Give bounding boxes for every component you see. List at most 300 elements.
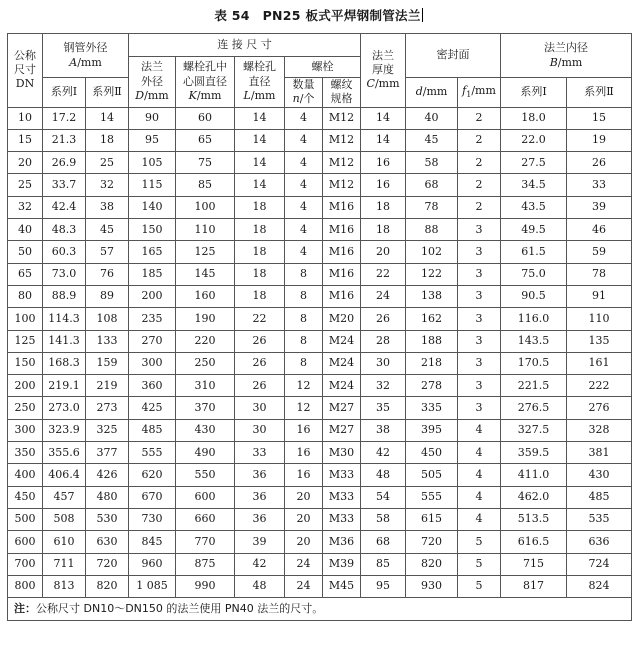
cell-pipe-od-s2: 25 xyxy=(86,152,129,174)
cell-seal-d: 162 xyxy=(406,308,458,330)
cell-pipe-od-s2: 18 xyxy=(86,129,129,151)
cell-bore-s1: 27.5 xyxy=(501,152,567,174)
cell-bore-s2: 110 xyxy=(567,308,632,330)
cell-pipe-od-s1: 21.3 xyxy=(43,129,86,151)
cell-thickness: 35 xyxy=(361,397,406,419)
cell-pipe-od-s1: 219.1 xyxy=(43,375,86,397)
cell-bolt-hole: 36 xyxy=(235,464,285,486)
table-row xyxy=(8,219,632,241)
cell-dn: 300 xyxy=(8,419,43,441)
cell-flange-od: 140 xyxy=(129,196,176,218)
cell-pipe-od-s2: 377 xyxy=(86,442,129,464)
cell-bore-s2: 91 xyxy=(567,285,632,307)
cell-seal-f1: 2 xyxy=(458,196,501,218)
table-row xyxy=(8,553,632,575)
cell-bolt-circle: 110 xyxy=(176,219,235,241)
cell-bore-s2: 39 xyxy=(567,196,632,218)
cell-bolt-qty: 24 xyxy=(285,575,323,597)
cell-bolt-hole: 39 xyxy=(235,531,285,553)
cell-flange-od: 555 xyxy=(129,442,176,464)
cell-bolt-qty: 12 xyxy=(285,375,323,397)
cell-dn: 32 xyxy=(8,196,43,218)
cell-seal-f1: 4 xyxy=(458,442,501,464)
cell-bolt-hole: 14 xyxy=(235,129,285,151)
cell-bolt-qty: 16 xyxy=(285,442,323,464)
cell-seal-d: 820 xyxy=(406,553,458,575)
header-dn: 公称 尺寸 DN xyxy=(8,34,43,108)
cell-bore-s2: 59 xyxy=(567,241,632,263)
cell-pipe-od-s1: 168.3 xyxy=(43,352,86,374)
cell-thickness: 16 xyxy=(361,174,406,196)
cell-bolt-thread: M33 xyxy=(323,486,361,508)
cell-flange-od: 300 xyxy=(129,352,176,374)
cell-bolt-qty: 4 xyxy=(285,174,323,196)
header-pipe-series2: 系列Ⅱ xyxy=(86,78,129,108)
cell-pipe-od-s1: 42.4 xyxy=(43,196,86,218)
cell-dn: 15 xyxy=(8,129,43,151)
cell-bolt-hole: 18 xyxy=(235,196,285,218)
cell-bolt-circle: 550 xyxy=(176,464,235,486)
cell-pipe-od-s1: 26.9 xyxy=(43,152,86,174)
header-bolt-qty: 数量 n/个 xyxy=(285,78,323,108)
cell-pipe-od-s1: 141.3 xyxy=(43,330,86,352)
header-seal-d: d/mm xyxy=(406,78,458,108)
cell-dn: 40 xyxy=(8,219,43,241)
cell-bore-s1: 143.5 xyxy=(501,330,567,352)
cell-flange-od: 200 xyxy=(129,285,176,307)
table-row xyxy=(8,486,632,508)
cell-pipe-od-s2: 426 xyxy=(86,464,129,486)
cell-bolt-circle: 875 xyxy=(176,553,235,575)
cell-pipe-od-s1: 73.0 xyxy=(43,263,86,285)
cell-bolt-thread: M12 xyxy=(323,129,361,151)
cell-pipe-od-s1: 48.3 xyxy=(43,219,86,241)
cell-seal-d: 78 xyxy=(406,196,458,218)
cell-pipe-od-s1: 33.7 xyxy=(43,174,86,196)
cell-flange-od: 730 xyxy=(129,508,176,530)
cell-pipe-od-s2: 89 xyxy=(86,285,129,307)
cell-bolt-qty: 8 xyxy=(285,263,323,285)
header-bolt-circle: 螺栓孔中 心圆直径 K/mm xyxy=(176,57,235,108)
cell-pipe-od-s2: 45 xyxy=(86,219,129,241)
cell-bolt-hole: 30 xyxy=(235,419,285,441)
cell-thickness: 22 xyxy=(361,263,406,285)
cell-pipe-od-s1: 813 xyxy=(43,575,86,597)
cell-bolt-thread: M24 xyxy=(323,330,361,352)
cell-pipe-od-s2: 630 xyxy=(86,531,129,553)
cell-pipe-od-s1: 60.3 xyxy=(43,241,86,263)
cell-bore-s1: 276.5 xyxy=(501,397,567,419)
cell-bore-s2: 161 xyxy=(567,352,632,374)
cell-bolt-qty: 4 xyxy=(285,241,323,263)
cell-seal-f1: 3 xyxy=(458,241,501,263)
cell-dn: 150 xyxy=(8,352,43,374)
cell-flange-od: 620 xyxy=(129,464,176,486)
cell-bore-s1: 18.0 xyxy=(501,107,567,129)
cell-seal-d: 615 xyxy=(406,508,458,530)
cell-flange-od: 360 xyxy=(129,375,176,397)
cell-thickness: 28 xyxy=(361,330,406,352)
table-row xyxy=(8,531,632,553)
cell-bolt-thread: M16 xyxy=(323,196,361,218)
cell-bolt-thread: M27 xyxy=(323,419,361,441)
cell-pipe-od-s2: 273 xyxy=(86,397,129,419)
cell-seal-f1: 3 xyxy=(458,263,501,285)
cell-bore-s1: 90.5 xyxy=(501,285,567,307)
cell-bore-s1: 170.5 xyxy=(501,352,567,374)
cell-bolt-thread: M33 xyxy=(323,508,361,530)
cell-pipe-od-s1: 610 xyxy=(43,531,86,553)
table-row xyxy=(8,308,632,330)
cell-seal-d: 278 xyxy=(406,375,458,397)
cell-thickness: 24 xyxy=(361,285,406,307)
cell-pipe-od-s1: 355.6 xyxy=(43,442,86,464)
table-row xyxy=(8,196,632,218)
cell-seal-f1: 3 xyxy=(458,308,501,330)
cell-seal-f1: 5 xyxy=(458,575,501,597)
cell-pipe-od-s2: 159 xyxy=(86,352,129,374)
cell-bolt-thread: M33 xyxy=(323,464,361,486)
cell-seal-d: 335 xyxy=(406,397,458,419)
table-row xyxy=(8,397,632,419)
cell-bolt-hole: 26 xyxy=(235,330,285,352)
cell-thickness: 18 xyxy=(361,196,406,218)
cell-pipe-od-s1: 406.4 xyxy=(43,464,86,486)
cell-bore-s1: 22.0 xyxy=(501,129,567,151)
cell-pipe-od-s2: 530 xyxy=(86,508,129,530)
cell-seal-f1: 2 xyxy=(458,107,501,129)
cell-bolt-hole: 18 xyxy=(235,263,285,285)
cell-bore-s1: 359.5 xyxy=(501,442,567,464)
cell-bolt-circle: 250 xyxy=(176,352,235,374)
cell-seal-d: 720 xyxy=(406,531,458,553)
cell-bolt-hole: 26 xyxy=(235,352,285,374)
cell-pipe-od-s2: 720 xyxy=(86,553,129,575)
cell-bolt-circle: 100 xyxy=(176,196,235,218)
cell-bore-s2: 636 xyxy=(567,531,632,553)
cell-pipe-od-s2: 219 xyxy=(86,375,129,397)
header-bore: 法兰内径 B/mm xyxy=(501,34,632,78)
cell-bolt-thread: M36 xyxy=(323,531,361,553)
cell-seal-d: 450 xyxy=(406,442,458,464)
cell-thickness: 14 xyxy=(361,107,406,129)
header-pipe-od: 钢管外径 A/mm xyxy=(43,34,129,78)
text-cursor xyxy=(422,8,423,22)
cell-flange-od: 115 xyxy=(129,174,176,196)
header-bolt-hole: 螺栓孔 直径 L/mm xyxy=(235,57,285,108)
cell-pipe-od-s2: 57 xyxy=(86,241,129,263)
cell-bore-s2: 19 xyxy=(567,129,632,151)
cell-seal-f1: 4 xyxy=(458,486,501,508)
cell-bolt-circle: 990 xyxy=(176,575,235,597)
cell-pipe-od-s2: 108 xyxy=(86,308,129,330)
cell-flange-od: 845 xyxy=(129,531,176,553)
cell-bolt-qty: 20 xyxy=(285,486,323,508)
flange-dimension-table xyxy=(7,33,632,621)
cell-seal-f1: 3 xyxy=(458,285,501,307)
cell-bolt-hole: 36 xyxy=(235,486,285,508)
table-row xyxy=(8,285,632,307)
cell-thickness: 16 xyxy=(361,152,406,174)
cell-bore-s1: 75.0 xyxy=(501,263,567,285)
cell-bolt-thread: M39 xyxy=(323,553,361,575)
note-label: 注： xyxy=(14,601,36,615)
cell-dn: 125 xyxy=(8,330,43,352)
cell-seal-f1: 2 xyxy=(458,129,501,151)
cell-thickness: 14 xyxy=(361,129,406,151)
cell-flange-od: 270 xyxy=(129,330,176,352)
cell-seal-f1: 3 xyxy=(458,397,501,419)
table-row xyxy=(8,174,632,196)
cell-dn: 800 xyxy=(8,575,43,597)
cell-bore-s1: 61.5 xyxy=(501,241,567,263)
cell-bolt-qty: 8 xyxy=(285,352,323,374)
table-note xyxy=(8,598,632,621)
cell-bolt-circle: 85 xyxy=(176,174,235,196)
cell-bolt-circle: 145 xyxy=(176,263,235,285)
cell-seal-d: 218 xyxy=(406,352,458,374)
cell-seal-f1: 5 xyxy=(458,531,501,553)
cell-seal-d: 45 xyxy=(406,129,458,151)
cell-flange-od: 165 xyxy=(129,241,176,263)
cell-bolt-thread: M27 xyxy=(323,397,361,419)
cell-dn: 100 xyxy=(8,308,43,330)
cell-pipe-od-s1: 711 xyxy=(43,553,86,575)
cell-thickness: 32 xyxy=(361,375,406,397)
table-row xyxy=(8,419,632,441)
cell-bolt-circle: 160 xyxy=(176,285,235,307)
cell-bolt-circle: 190 xyxy=(176,308,235,330)
cell-dn: 500 xyxy=(8,508,43,530)
cell-thickness: 48 xyxy=(361,464,406,486)
cell-bolt-hole: 18 xyxy=(235,285,285,307)
header-bolt-thread: 螺纹 规格 xyxy=(323,78,361,108)
cell-bolt-circle: 370 xyxy=(176,397,235,419)
cell-bolt-qty: 8 xyxy=(285,285,323,307)
cell-bolt-qty: 12 xyxy=(285,397,323,419)
cell-pipe-od-s1: 323.9 xyxy=(43,419,86,441)
header-bolt: 螺栓 xyxy=(285,57,361,78)
cell-flange-od: 105 xyxy=(129,152,176,174)
cell-flange-od: 90 xyxy=(129,107,176,129)
cell-dn: 400 xyxy=(8,464,43,486)
table-title: 表 54 PN25 板式平焊钢制管法兰 xyxy=(214,8,421,23)
cell-thickness: 54 xyxy=(361,486,406,508)
cell-bolt-thread: M20 xyxy=(323,308,361,330)
cell-seal-f1: 4 xyxy=(458,508,501,530)
header-pipe-series1: 系列Ⅰ xyxy=(43,78,86,108)
cell-dn: 450 xyxy=(8,486,43,508)
cell-pipe-od-s1: 17.2 xyxy=(43,107,86,129)
cell-flange-od: 960 xyxy=(129,553,176,575)
cell-dn: 600 xyxy=(8,531,43,553)
cell-bolt-circle: 770 xyxy=(176,531,235,553)
cell-bolt-thread: M12 xyxy=(323,107,361,129)
cell-bolt-qty: 8 xyxy=(285,330,323,352)
header-flange-od: 法兰 外径 D/mm xyxy=(129,57,176,108)
cell-bolt-hole: 22 xyxy=(235,308,285,330)
cell-seal-f1: 3 xyxy=(458,330,501,352)
cell-bolt-circle: 65 xyxy=(176,129,235,151)
cell-thickness: 38 xyxy=(361,419,406,441)
cell-bolt-hole: 14 xyxy=(235,174,285,196)
cell-bolt-hole: 42 xyxy=(235,553,285,575)
cell-dn: 200 xyxy=(8,375,43,397)
cell-bore-s2: 824 xyxy=(567,575,632,597)
cell-seal-d: 395 xyxy=(406,419,458,441)
cell-flange-od: 235 xyxy=(129,308,176,330)
cell-dn: 50 xyxy=(8,241,43,263)
cell-dn: 80 xyxy=(8,285,43,307)
cell-seal-d: 102 xyxy=(406,241,458,263)
cell-bolt-circle: 600 xyxy=(176,486,235,508)
cell-bolt-thread: M24 xyxy=(323,352,361,374)
cell-dn: 65 xyxy=(8,263,43,285)
cell-bore-s2: 276 xyxy=(567,397,632,419)
cell-bolt-qty: 8 xyxy=(285,308,323,330)
cell-seal-f1: 3 xyxy=(458,352,501,374)
cell-bolt-thread: M16 xyxy=(323,241,361,263)
cell-bolt-qty: 20 xyxy=(285,531,323,553)
table-row xyxy=(8,352,632,374)
cell-flange-od: 95 xyxy=(129,129,176,151)
cell-seal-f1: 4 xyxy=(458,464,501,486)
cell-bore-s1: 411.0 xyxy=(501,464,567,486)
cell-bore-s1: 327.5 xyxy=(501,419,567,441)
cell-bore-s1: 43.5 xyxy=(501,196,567,218)
cell-bolt-thread: M16 xyxy=(323,285,361,307)
cell-thickness: 42 xyxy=(361,442,406,464)
header-seal-f1: $f_1/mm$ xyxy=(458,78,501,108)
cell-seal-d: 40 xyxy=(406,107,458,129)
cell-bolt-qty: 4 xyxy=(285,107,323,129)
cell-bore-s2: 328 xyxy=(567,419,632,441)
cell-bolt-circle: 220 xyxy=(176,330,235,352)
cell-thickness: 26 xyxy=(361,308,406,330)
cell-bolt-hole: 14 xyxy=(235,152,285,174)
cell-seal-d: 58 xyxy=(406,152,458,174)
cell-flange-od: 150 xyxy=(129,219,176,241)
cell-bolt-hole: 48 xyxy=(235,575,285,597)
cell-bolt-thread: M30 xyxy=(323,442,361,464)
table-row xyxy=(8,442,632,464)
cell-bore-s2: 78 xyxy=(567,263,632,285)
cell-seal-d: 555 xyxy=(406,486,458,508)
cell-bolt-qty: 16 xyxy=(285,464,323,486)
cell-bore-s2: 15 xyxy=(567,107,632,129)
cell-bolt-qty: 4 xyxy=(285,196,323,218)
cell-dn: 700 xyxy=(8,553,43,575)
cell-bore-s2: 724 xyxy=(567,553,632,575)
cell-thickness: 18 xyxy=(361,219,406,241)
cell-seal-d: 930 xyxy=(406,575,458,597)
cell-thickness: 95 xyxy=(361,575,406,597)
cell-bolt-circle: 430 xyxy=(176,419,235,441)
cell-bolt-qty: 4 xyxy=(285,129,323,151)
cell-dn: 25 xyxy=(8,174,43,196)
cell-bolt-thread: M12 xyxy=(323,152,361,174)
cell-bolt-hole: 14 xyxy=(235,107,285,129)
table-body xyxy=(8,107,632,598)
table-row xyxy=(8,575,632,597)
cell-bolt-qty: 4 xyxy=(285,152,323,174)
cell-seal-d: 505 xyxy=(406,464,458,486)
cell-bolt-hole: 26 xyxy=(235,375,285,397)
cell-thickness: 30 xyxy=(361,352,406,374)
cell-bolt-qty: 4 xyxy=(285,219,323,241)
cell-bore-s2: 46 xyxy=(567,219,632,241)
cell-bolt-hole: 18 xyxy=(235,219,285,241)
cell-bore-s2: 26 xyxy=(567,152,632,174)
cell-dn: 250 xyxy=(8,397,43,419)
cell-bolt-thread: M45 xyxy=(323,575,361,597)
cell-pipe-od-s2: 480 xyxy=(86,486,129,508)
table-row xyxy=(8,152,632,174)
cell-bolt-thread: M24 xyxy=(323,375,361,397)
cell-seal-d: 122 xyxy=(406,263,458,285)
cell-flange-od: 1 085 xyxy=(129,575,176,597)
cell-bolt-hole: 36 xyxy=(235,508,285,530)
cell-thickness: 58 xyxy=(361,508,406,530)
cell-bore-s1: 34.5 xyxy=(501,174,567,196)
cell-seal-d: 138 xyxy=(406,285,458,307)
cell-seal-f1: 3 xyxy=(458,375,501,397)
cell-seal-f1: 2 xyxy=(458,174,501,196)
cell-pipe-od-s2: 76 xyxy=(86,263,129,285)
cell-bore-s2: 33 xyxy=(567,174,632,196)
cell-thickness: 20 xyxy=(361,241,406,263)
cell-seal-d: 68 xyxy=(406,174,458,196)
cell-bore-s1: 817 xyxy=(501,575,567,597)
header-seal-face: 密封面 xyxy=(406,34,501,78)
cell-bore-s1: 49.5 xyxy=(501,219,567,241)
note-text: 公称尺寸 DN10～DN150 的法兰使用 PN40 法兰的尺寸。 xyxy=(36,601,324,615)
table-row xyxy=(8,330,632,352)
cell-dn: 10 xyxy=(8,107,43,129)
cell-bolt-circle: 490 xyxy=(176,442,235,464)
cell-pipe-od-s2: 325 xyxy=(86,419,129,441)
cell-pipe-od-s1: 88.9 xyxy=(43,285,86,307)
cell-bolt-thread: M12 xyxy=(323,174,361,196)
cell-flange-od: 670 xyxy=(129,486,176,508)
cell-bore-s1: 221.5 xyxy=(501,375,567,397)
cell-bolt-hole: 30 xyxy=(235,397,285,419)
cell-bore-s2: 222 xyxy=(567,375,632,397)
table-row xyxy=(8,375,632,397)
cell-bolt-circle: 660 xyxy=(176,508,235,530)
cell-bore-s1: 116.0 xyxy=(501,308,567,330)
cell-flange-od: 425 xyxy=(129,397,176,419)
cell-seal-f1: 4 xyxy=(458,419,501,441)
table-row xyxy=(8,508,632,530)
cell-bolt-hole: 18 xyxy=(235,241,285,263)
cell-bore-s2: 381 xyxy=(567,442,632,464)
cell-seal-f1: 3 xyxy=(458,219,501,241)
table-row xyxy=(8,263,632,285)
cell-pipe-od-s2: 820 xyxy=(86,575,129,597)
table-row xyxy=(8,107,632,129)
cell-flange-od: 485 xyxy=(129,419,176,441)
cell-seal-d: 188 xyxy=(406,330,458,352)
cell-pipe-od-s1: 273.0 xyxy=(43,397,86,419)
table-row xyxy=(8,129,632,151)
cell-flange-od: 185 xyxy=(129,263,176,285)
cell-bolt-qty: 24 xyxy=(285,553,323,575)
cell-bore-s2: 135 xyxy=(567,330,632,352)
cell-bore-s2: 485 xyxy=(567,486,632,508)
cell-pipe-od-s2: 32 xyxy=(86,174,129,196)
cell-bolt-qty: 16 xyxy=(285,419,323,441)
